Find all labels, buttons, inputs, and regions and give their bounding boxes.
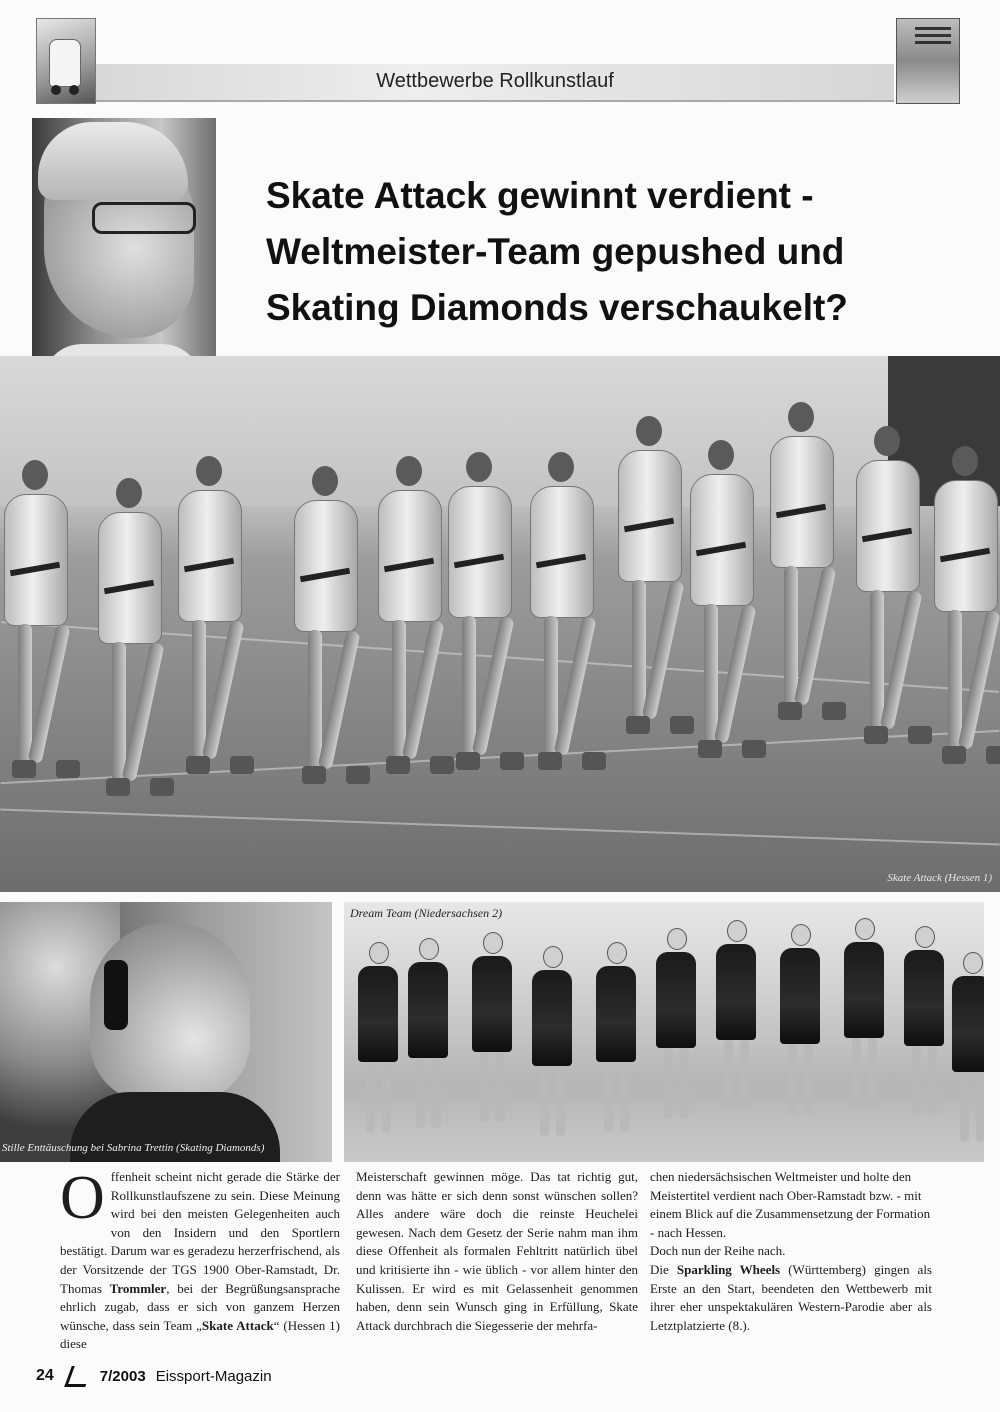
- issue-number: 7/2003: [99, 1367, 146, 1385]
- main-photo-caption: Skate Attack (Hessen 1): [887, 872, 992, 884]
- skater-figure: [716, 920, 756, 1040]
- magazine-cover-thumbnail: [896, 18, 960, 104]
- drop-cap: O: [60, 1164, 105, 1232]
- skater-figure: [656, 928, 696, 1048]
- hair-bow: [104, 960, 128, 1030]
- skater-figure: [4, 460, 70, 626]
- page-number: 24: [36, 1367, 54, 1384]
- section-title: Wettbewerbe Rollkunstlauf: [376, 70, 614, 92]
- section-bar: [96, 64, 894, 102]
- magazine-name: Eissport-Magazin: [155, 1367, 272, 1385]
- photo-sabrina-trettin: [0, 902, 332, 1162]
- skater-figure: [904, 926, 944, 1046]
- skater-figure: [690, 440, 756, 606]
- article-column-3: chen niedersächsischen Weltmeister und holte den Meistertitel verdient nach Ober-Ramstadt bzw. - mit einem Blick auf die Zusammensetzung der Formation - nach Hessen. Doch nun der Reihe nach. Die Sparkling Wheels (Württemberg) gingen als Erste an den Start, beendeten den Wettbewerb mit ihrer eher unspektakulären Western-Parodie aber als Letztplatzierte (8.).: [650, 1169, 932, 1333]
- headline-line-3: Skating Diamonds verschaukelt?: [266, 287, 848, 328]
- skater-figure: [844, 918, 884, 1038]
- skater-figure: [472, 932, 512, 1052]
- headline-line-2: Weltmeister-Team gepushed und: [266, 231, 845, 272]
- skater-figure: [408, 938, 448, 1058]
- photo-dream-team: [344, 902, 984, 1162]
- glasses-icon: [92, 202, 196, 234]
- article-column-1: Offenheit scheint nicht gerade die Stärke der Rollkunstlaufszene zu sein. Diese Meinung wird bei den meisten Gelegenheiten auch von den Insidern und den Sportlern bestätigt. Darum war es geradezu herzerfrischend, als der Vorsitzende der TGS 1900 Ober-Ramstadt, Dr. Thomas Trommler, bei der Begrüßungsansprache ehrlich zugab, dass er sich von ganzem Herzen wünsche, dass sein Team „Skate Attack“ (Hessen 1) diese: [60, 1164, 340, 1352]
- left-photo-caption: Stille Enttäuschung bei Sabrina Trettin (Skating Diamonds): [2, 1142, 265, 1154]
- skater-figure: [448, 452, 514, 618]
- skater-figure: [952, 952, 984, 1072]
- rollkunstlauf-logo: [36, 18, 96, 104]
- right-photo-caption: Dream Team (Niedersachsen 2): [350, 906, 503, 920]
- skater-figure: [618, 416, 684, 582]
- skater-figure: [532, 946, 572, 1066]
- skater-figure: [358, 942, 398, 1062]
- headline-line-1: Skate Attack gewinnt verdient -: [266, 175, 814, 216]
- skater-figure: [780, 924, 820, 1044]
- skater-figure: [596, 942, 636, 1062]
- skater-figure: [178, 456, 244, 622]
- article-headline: [266, 168, 966, 336]
- skater-figure: [934, 446, 1000, 612]
- skater-figure: [294, 466, 360, 632]
- skater-figure: [530, 452, 596, 618]
- skater-figure: [378, 456, 444, 622]
- skater-logo-icon: [64, 1364, 90, 1388]
- main-photo-skate-attack: [0, 356, 1000, 892]
- article-column-2: Meisterschaft gewinnen möge. Das tat richtig gut, denn was hätte er sich denn sonst wünschen sollen? Alles andere wäre doch die reinste Heuchelei gewesen. Nach dem Gesetz der Serie nahm man ihm diese Offenheit als formalen Fehltritt natürlich übel und kritisierte ihn - wie üblich - vor allem hinter den Kulissen. Er wird es mit Gelassenheit genommen haben, denn sein Wunsch ging in Erfüllung, Skate Attack durchbrach die Siegesserie der mehrfa-: [356, 1169, 638, 1333]
- skater-figure: [770, 402, 836, 568]
- page-footer: [36, 1364, 272, 1388]
- skater-figure: [856, 426, 922, 592]
- roller-skate-icon: [49, 39, 81, 87]
- skater-figure: [98, 478, 164, 644]
